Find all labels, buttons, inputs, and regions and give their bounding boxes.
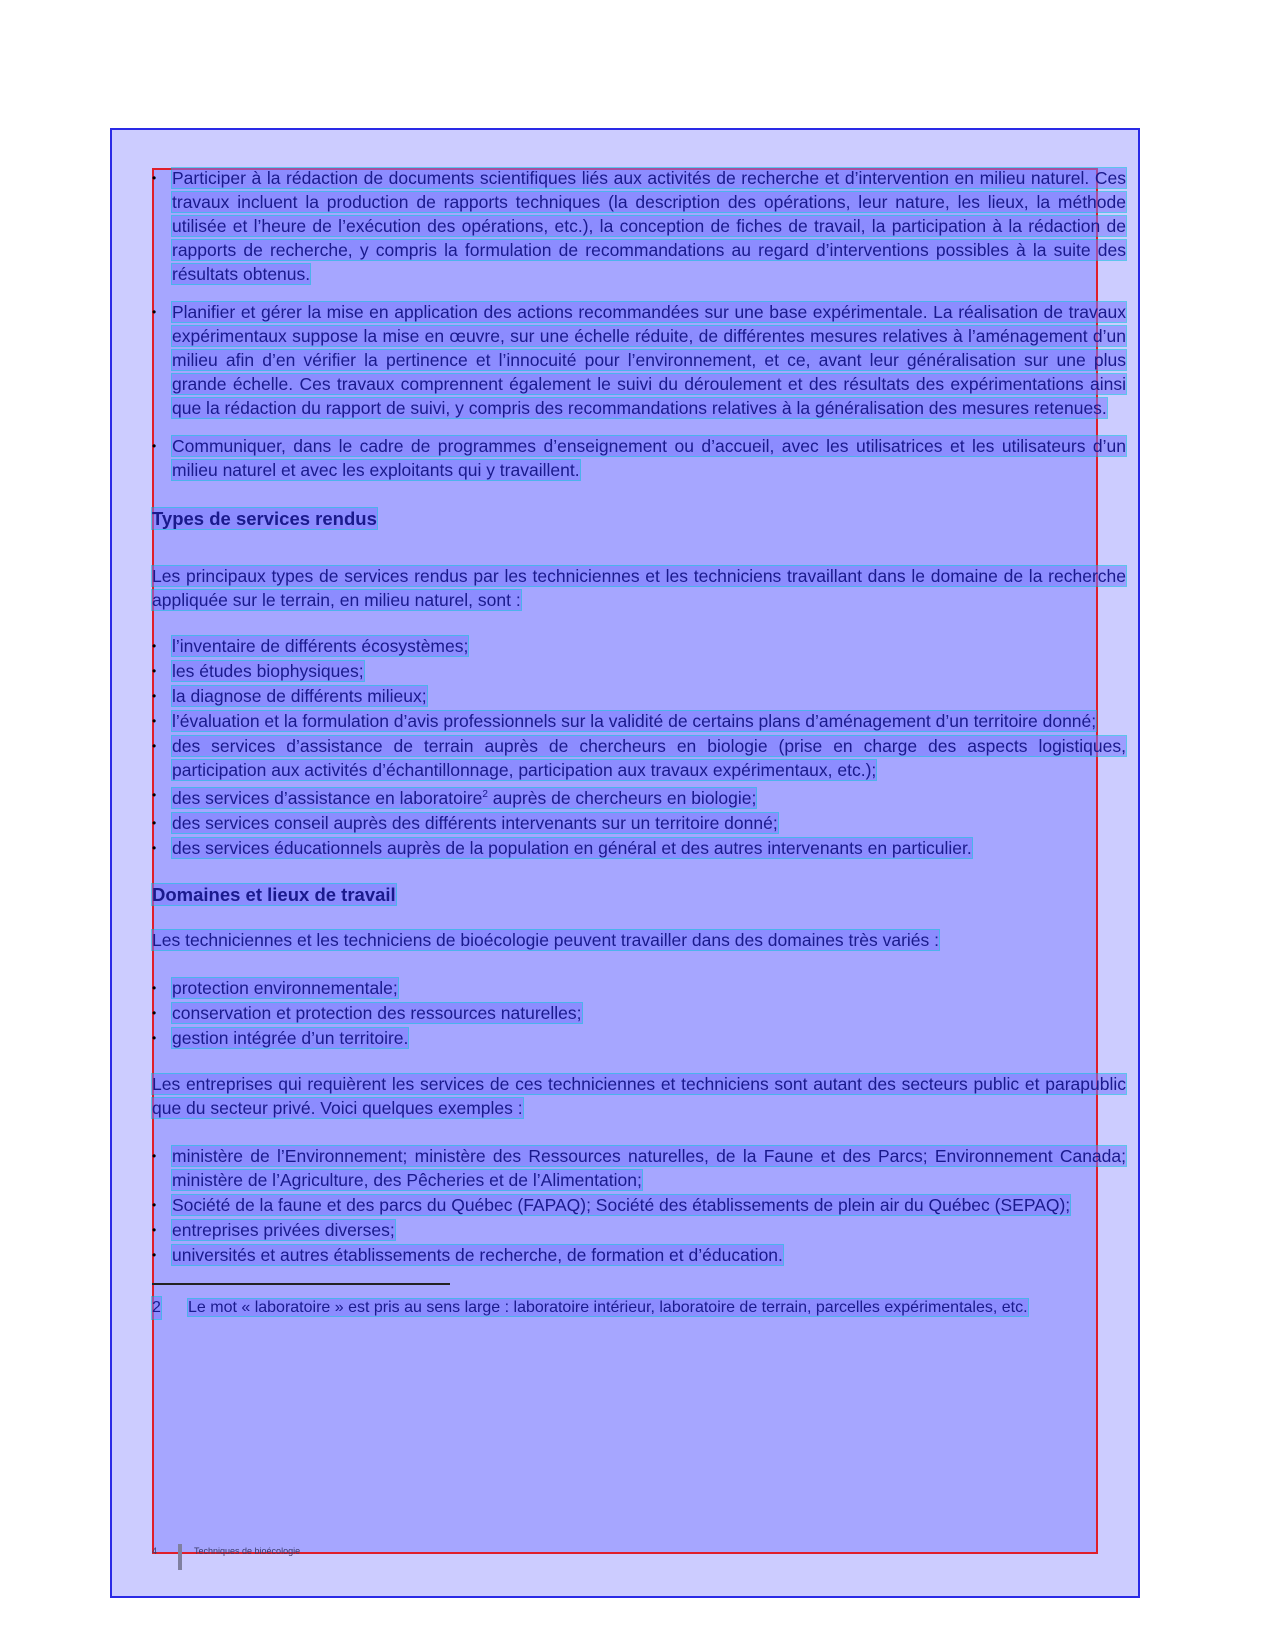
list-item: • les études biophysiques; [152,659,1126,683]
section-heading-domains: Domaines et lieux de travail [152,883,396,905]
footnote [152,1297,1126,1319]
list-item: • conservation et protection des ressources naturelles; [152,1001,1126,1025]
lab-item-text-after: auprès de chercheurs en biologie; [487,787,757,808]
footnote-separator [152,1283,450,1285]
list-item: • protection environnementale; [152,976,1126,1000]
list-item: • des services conseil auprès des différents intervenants sur un territoire donné; [152,811,1126,835]
footer-title: Techniques de bioécologie [194,1546,301,1556]
document-body [152,166,1126,1319]
page-footer [152,1544,452,1574]
list-item: • gestion intégrée d’un territoire. [152,1026,1126,1050]
footnote-reference[interactable]: 2 [482,789,488,800]
list-item: • entreprises privées diverses; [152,1218,1126,1242]
domains-intro: Les techniciennes et les techniciens de bioécologie peuvent travailler dans des domaines très variés : [152,929,939,950]
list-item [152,783,1126,810]
employers-list [152,1144,1126,1267]
footnote-text: Le mot « laboratoire » est pris au sens large : laboratoire intérieur, laboratoire de terrain, parcelles expérimentales, etc. [188,1298,1028,1316]
responsibilities-list [152,166,1126,482]
list-item: • des services d’assistance de terrain auprès de chercheurs en biologie (prise en charge des aspects logistiques, participation aux activités d’échantillonnage, participation aux travaux expérimentaux, etc.); [152,734,1126,782]
page-number: 4 [152,1546,158,1556]
services-intro: Les principaux types de services rendus par les techniciennes et les techniciens travaillant dans le domaine de la recherche appliquée sur le terrain, en milieu naturel, sont : [152,566,1126,610]
services-list [152,634,1126,860]
list-item: • Société de la faune et des parcs du Québec (FAPAQ); Société des établissements de plein air du Québec (SEPAQ); [152,1193,1126,1217]
list-item: • Participer à la rédaction de documents scientifiques liés aux activités de recherche et d’intervention en milieu naturel. Ces travaux incluent la production de rapports techniques (la description des opérations, leur nature, les lieux, la méthode utilisée et l’heure de l’exécution des opérations, etc.), la conception de fiches de travail, la participation à la rédaction de rapports de recherche, y compris la formulation de recommandations au regard d’interventions possibles à la suite des résultats obtenus. [152,166,1126,286]
list-item: • universités et autres établissements de recherche, de formation et d’éducation. [152,1243,1126,1267]
list-item: • Planifier et gérer la mise en application des actions recommandées sur une base expérimentale. La réalisation de travaux expérimentaux suppose la mise en œuvre, sur une échelle réduite, de différentes mesures relatives à l’aménagement d’un milieu afin d’en vérifier la pertinence et l’innocuité pour l’environnement, et ce, avant leur généralisation sur une plus grande échelle. Ces travaux comprennent également le suivi du déroulement et des résultats des expérimentations ainsi que la rédaction du rapport de suivi, y compris des recommandations relatives à la généralisation des mesures retenues. [152,300,1126,420]
list-item: • des services éducationnels auprès de la population en général et des autres intervenants en particulier. [152,836,1126,860]
list-item: • ministère de l’Environnement; ministère des Ressources naturelles, de la Faune et des Parcs; Environnement Canada; ministère de l’Agriculture, des Pêcheries et de l’Alimentation; [152,1144,1126,1192]
list-item: • l’évaluation et la formulation d’avis professionnels sur la validité de certains plans d’aménagement d’un territoire donné; [152,709,1126,733]
employers-intro: Les entreprises qui requièrent les services de ces techniciennes et techniciens sont autant des secteurs public et parapublic que du secteur privé. Voici quelques exemples : [152,1073,1126,1118]
list-item: • l’inventaire de différents écosystèmes; [152,634,1126,658]
lab-item-text: des services d’assistance en laboratoire [172,787,483,808]
footer-divider [178,1544,182,1570]
list-item: • la diagnose de différents milieux; [152,684,1126,708]
domains-list [152,976,1126,1050]
footnote-number: 2 [152,1297,161,1319]
list-item: • Communiquer, dans le cadre de programmes d’enseignement ou d’accueil, avec les utilisatrices et les utilisateurs d’un milieu naturel et avec les exploitants qui y travaillent. [152,434,1126,482]
section-heading-services: Types de services rendus [152,508,377,529]
